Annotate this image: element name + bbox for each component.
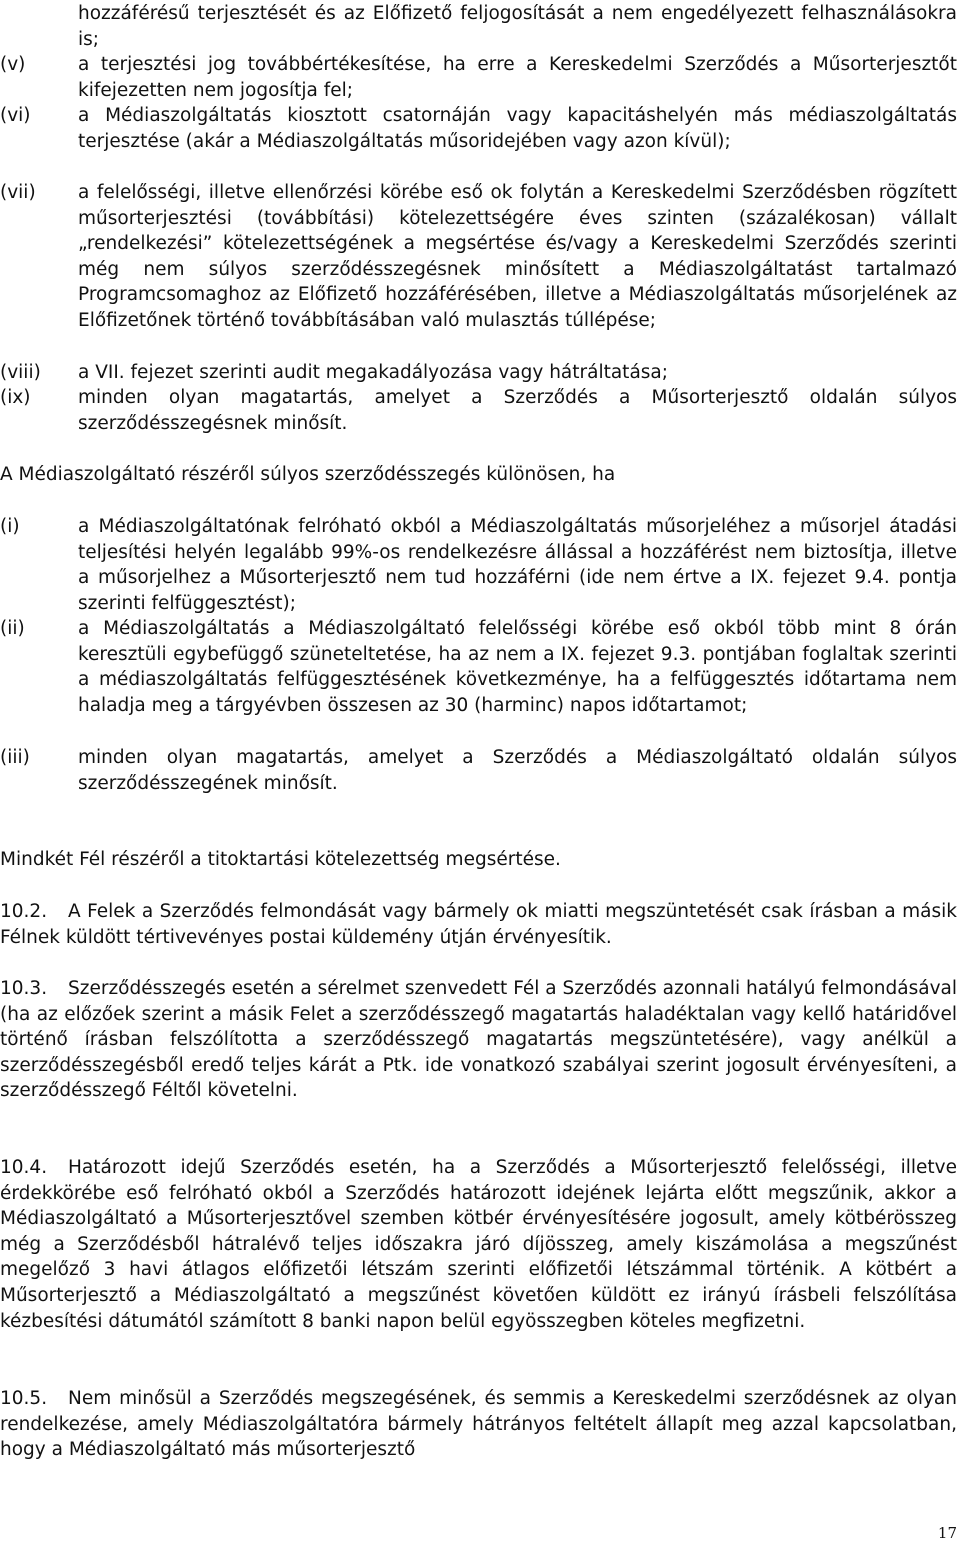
item-number: (vii) — [0, 182, 36, 203]
list-item — [0, 103, 957, 154]
item-text: a felelősségi, illetve ellenőrzési körébe eső ok folytán a Kereskedelmi Szerződésben rögzített műsorterjesztési (továbbítási) kötelezettségére éves szinten (százalékosan) vállalt „rendelkezési” kötelezettségének a megsértése és/vagy a Kereskedelmi Szerződés szerinti még nem súlyos szerződésszegésnek minősített a Médiaszolgáltatást tartalmazó Programcsomaghoz az Előfizető hozzáférésében, illetve a Médiaszolgáltatás műsorjelének az Előfizetőnek történő továbbításában való mulasztás túllépése; — [78, 182, 957, 331]
item-text: minden olyan magatartás, amelyet a Szerződés a Műsorterjesztő oldalán súlyos szerződésszegésnek minősít. — [78, 387, 957, 434]
item-text: a VII. fejezet szerinti audit megakadályozása vagy hátráltatása; — [78, 362, 668, 383]
item-text: a Médiaszolgáltatás a Médiaszolgáltató felelősségi körébe eső okból több mint 8 órán keresztüli egybefüggő szüneteltetése, ha az nem a IX. fejezet 9.3. pontjában foglaltak szerinti a médiaszolgáltatás felfüggesztésének következménye, ha a felfüggesztés időtartama nem haladja meg a tárgyévben összesen az 30 (harminc) napos időtartamot; — [78, 618, 957, 716]
item-number: (v) — [0, 54, 26, 75]
page-number: 17 — [937, 1524, 957, 1542]
section-number: 10.5. — [0, 1388, 48, 1409]
section-10-5 — [0, 1386, 957, 1463]
section-text: Határozott idejű Szerződés esetén, ha a Szerződés a Műsorterjesztő felelősségi, illetve érdekkörébe eső felróható okból a Szerződés határozott idejének lejárta előtt megszűnik, akkor a Médiaszolgáltató a Műsorterjesztővel szemben kötbér érvényesítésére jogosult, amely kötbérösszeg még a Szerződésből hátralévő teljes időszakra járó díjösszeg, amely kiszámolása a megszűnést megelőző 3 havi átlagos előfizetői létszám szerinti előfizetői létszámmal történik. A kötbért a Műsorterjesztő a Médiaszolgáltató a megszűnést követően küldött ez irányú írásbeli felszólítása kézbesítési dátumától számított 8 banki napon belül egyösszegben köteles megfizetni. — [0, 1157, 957, 1332]
item-text: a terjesztési jog továbbértékesítése, ha erre a Kereskedelmi Szerződés a Műsorterjesztőt kifejezetten nem jogosítja fel; — [78, 54, 957, 101]
list-item — [0, 360, 957, 386]
list-item — [0, 1, 957, 52]
section-text: Szerződésszegés esetén a sérelmet szenvedett Fél a Szerződés azonnali hatályú felmondásával (ha az előzőek szerint a másik Felet a szerződésszegő magatartás haladéktalan vagy kellő határidővel történő írásban felszólította a szerződésszegő magatartás megszüntetésére), vagy anélkül a szerződésszegésből eredő teljes kárát a Ptk. ide vonatkozó szabályai szerint jogosult érvényesíteni, a szerződésszegő Féltől követelni. — [0, 978, 957, 1102]
item-number: (i) — [0, 516, 20, 537]
list-item — [0, 180, 957, 334]
section-number: 10.4. — [0, 1157, 48, 1178]
list-item — [0, 52, 957, 103]
item-number: (iii) — [0, 747, 30, 768]
section-number: 10.3. — [0, 978, 48, 999]
item-text: minden olyan magatartás, amelyet a Szerződés a Médiaszolgáltató oldalán súlyos szerződésszegének minősít. — [78, 747, 957, 794]
list-item — [0, 616, 957, 718]
item-text: a Médiaszolgáltatás kiosztott csatornáján vagy kapacitáshelyén más médiaszolgáltatás terjesztése (akár a Médiaszolgáltatás műsoridejében vagy azon kívül); — [78, 105, 957, 152]
item-number: (ii) — [0, 618, 25, 639]
section-10-2 — [0, 899, 957, 950]
section-10-4 — [0, 1155, 957, 1334]
section-10-3 — [0, 976, 957, 1104]
item-number: (ix) — [0, 387, 31, 408]
item-text: hozzáférésű terjesztését és az Előfizető feljogosítását a nem engedélyezett felhasználásokra is; — [78, 3, 957, 50]
item-number: (vi) — [0, 105, 31, 126]
item-number: (viii) — [0, 362, 41, 383]
section-number: 10.2. — [0, 901, 48, 922]
item-text: a Médiaszolgáltatónak felróható okból a Médiaszolgáltatás műsorjeléhez a műsorjel átadási teljesítési helyén legalább 99%-os rendelkezésre állással a hozzáférést nem biztosítja, illetve a műsorjelhez a Műsorterjesztő nem tud hozzáférni (ide nem értve a IX. fejezet 9.4. pontja szerinti felfüggesztést); — [78, 516, 957, 614]
section-text: Nem minősül a Szerződés megszegésének, és semmis a Kereskedelmi szerződésnek az olyan rendelkezése, amely Médiaszolgáltatóra bármely hátrányos feltételt állapít meg azzal kapcsolatban, hogy a Médiaszolgáltató más műsorterjesztő — [0, 1388, 957, 1461]
section-intro: A Médiaszolgáltató részéről súlyos szerződésszegés különösen, ha — [0, 464, 616, 485]
list-item — [0, 745, 957, 796]
item-number — [0, 1, 78, 52]
paragraph: Mindkét Fél részéről a titoktartási kötelezettség megsértése. — [0, 849, 561, 870]
list-item — [0, 514, 957, 616]
section-text: A Felek a Szerződés felmondását vagy bármely ok miatti megszüntetését csak írásban a másik Félnek küldött tértivevényes postai küldemény útján érvényesítik. — [0, 901, 957, 948]
list-item — [0, 385, 957, 436]
